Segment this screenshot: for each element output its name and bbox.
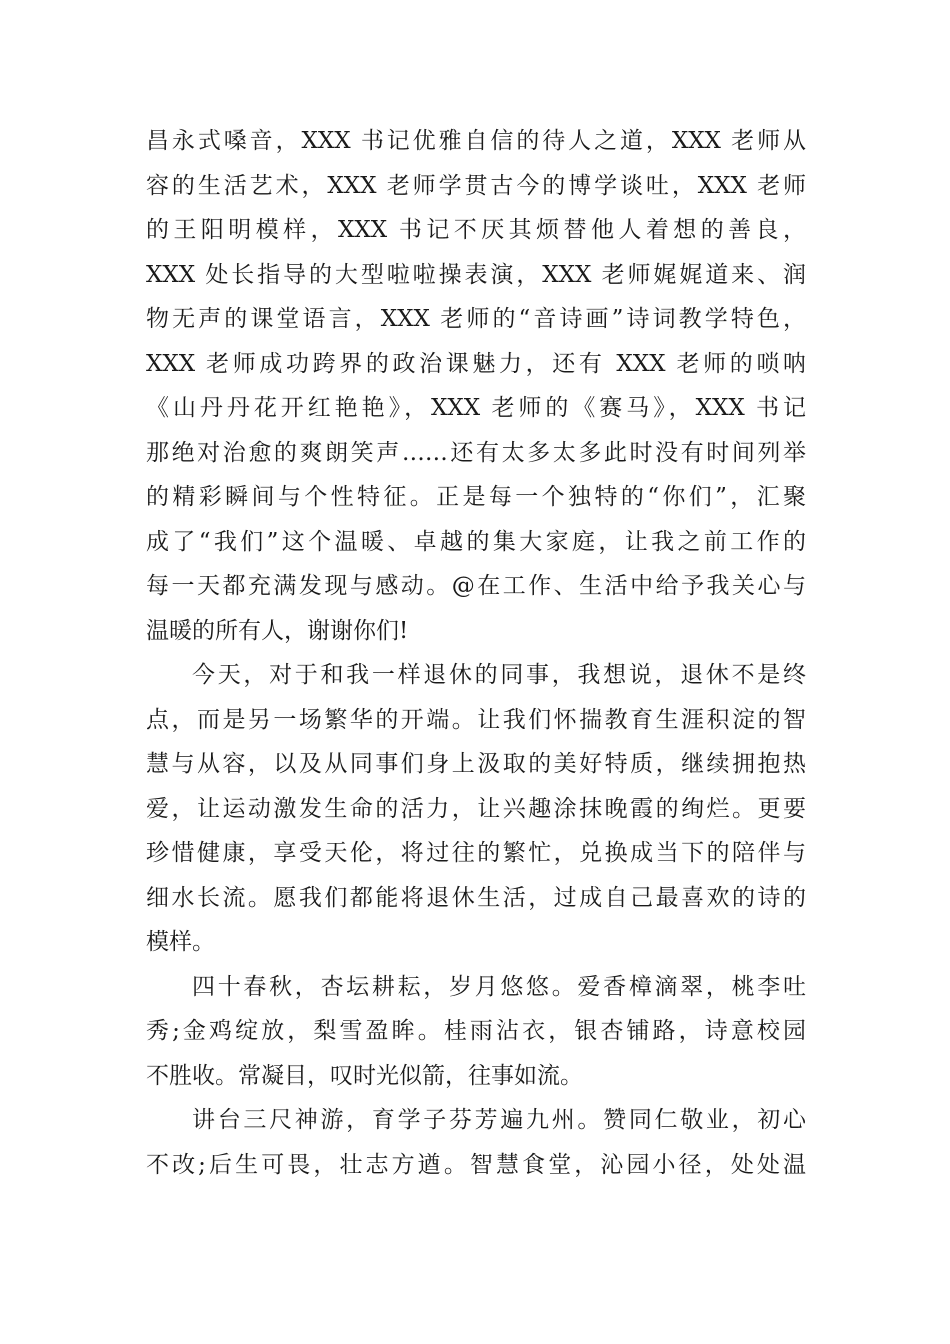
text-line: 不改;后生可畏，壮志方遒。智慧食堂，沁园小径，处处温 bbox=[146, 1151, 806, 1178]
text-line: 模样。 bbox=[146, 929, 215, 955]
text-line: 的王阳明模样，XXX 书记不厌其烦替他人着想的善良， bbox=[146, 217, 806, 243]
text-line: 每一天都充满发现与感动。@在工作、生活中给予我关心与 bbox=[146, 573, 806, 599]
text-line: 成了“我们”这个温暖、卓越的集大家庭，让我之前工作的 bbox=[146, 528, 806, 555]
text-line: 秀;金鸡绽放，梨雪盈眸。桂雨沾衣，银杏铺路，诗意校园 bbox=[146, 1018, 806, 1044]
text-line: 点，而是另一场繁华的开端。让我们怀揣教育生涯积淀的智 bbox=[146, 706, 806, 733]
text-line: 《山丹丹花开红艳艳》，XXX 老师的《赛马》，XXX 书记 bbox=[146, 395, 806, 421]
text-line: 慧与从容，以及从同事们身上汲取的美好特质，继续拥抱热 bbox=[146, 751, 806, 777]
text-line: 四十春秋，杏坛耕耘，岁月悠悠。爱香樟滴翠，桃李吐 bbox=[192, 973, 806, 1000]
paragraph-1 bbox=[146, 119, 806, 653]
text-line: 爱，让运动激发生命的活力，让兴趣涂抹晚霞的绚烂。更要 bbox=[146, 795, 806, 822]
text-line: 珍惜健康，享受天伦，将过往的繁忙，兑换成当下的陪伴与 bbox=[146, 840, 806, 866]
text-line: 讲台三尺神游，育学子芬芳遍九州。赞同仁敬业，初心 bbox=[192, 1107, 806, 1133]
paragraph-2 bbox=[146, 653, 806, 965]
text-line: XXX 老师成功跨界的政治课魅力，还有 XXX 老师的唢呐 bbox=[146, 350, 806, 377]
text-line: 的精彩瞬间与个性特征。正是每一个独特的“你们”，汇聚 bbox=[146, 484, 806, 510]
paragraph-3 bbox=[146, 965, 806, 1099]
text-line: 那绝对治愈的爽朗笑声……还有太多太多此时没有时间列举 bbox=[146, 439, 806, 466]
text-line: 昌永式嗓音，XXX 书记优雅自信的待人之道，XXX 老师从 bbox=[146, 128, 806, 154]
text-line: 物无声的课堂语言，XXX 老师的“音诗画”诗词教学特色， bbox=[146, 306, 806, 332]
text-line: 容的生活艺术，XXX 老师学贯古今的博学谈吐，XXX 老师 bbox=[146, 172, 806, 199]
text-line: 温暖的所有人，谢谢你们! bbox=[146, 617, 409, 644]
paragraph-4 bbox=[146, 1098, 806, 1187]
text-line: XXX 处长指导的大型啦啦操表演，XXX 老师娓娓道来、润 bbox=[146, 261, 806, 288]
text-line: 细水长流。愿我们都能将退休生活，过成自己最喜欢的诗的 bbox=[146, 884, 806, 911]
document-body bbox=[146, 119, 806, 1187]
text-line: 不胜收。常凝目，叹时光似箭，往事如流。 bbox=[146, 1062, 583, 1089]
text-line: 今天，对于和我一样退休的同事，我想说，退休不是终 bbox=[192, 662, 806, 688]
